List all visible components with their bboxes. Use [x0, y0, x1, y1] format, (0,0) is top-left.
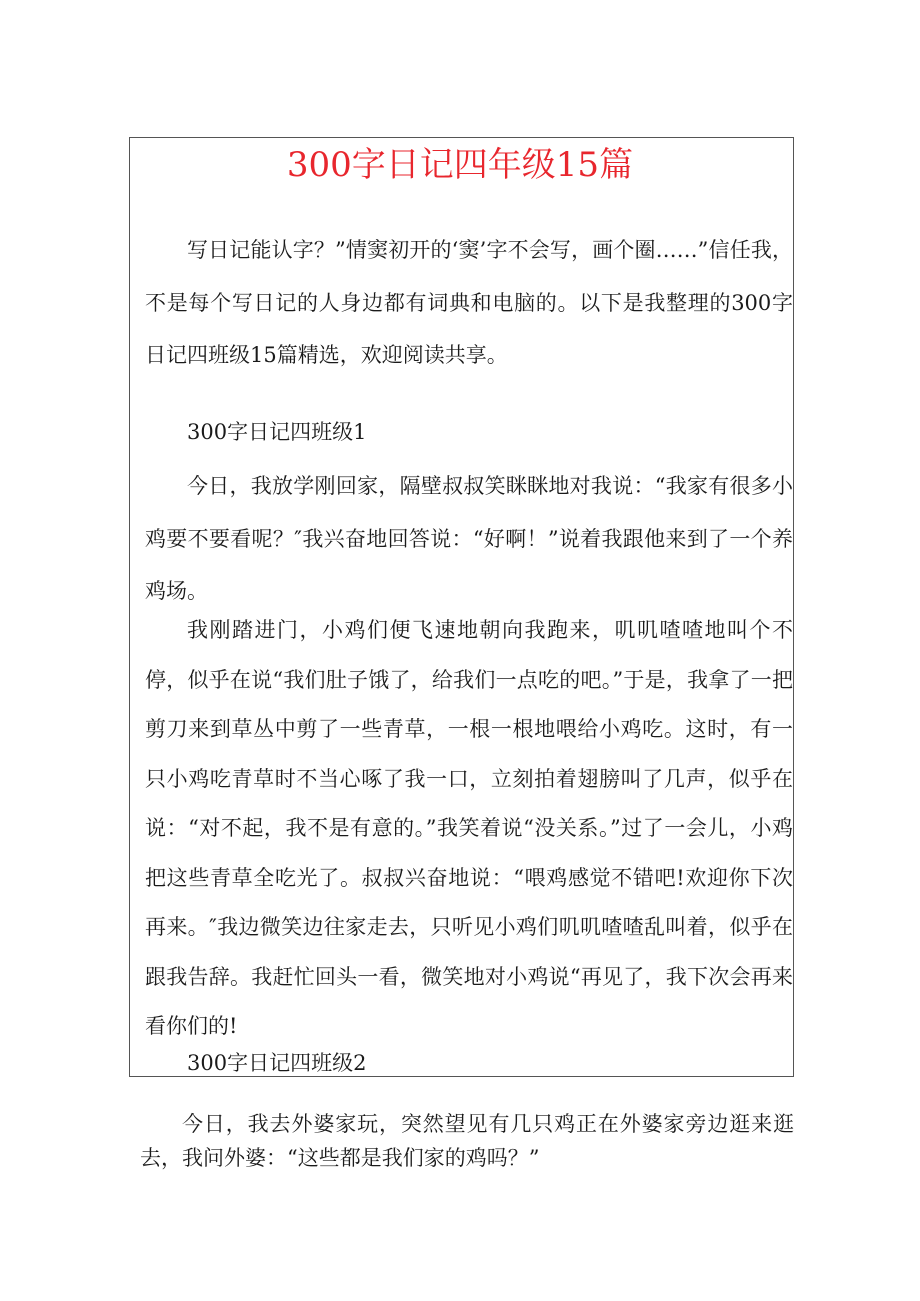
entry-1-heading: 300字日记四班级1: [187, 420, 367, 444]
entry-1-paragraph-2: 我刚踏进门，小鸡们便飞速地朝向我跑来，叽叽喳喳地叫个不停，似乎在说“我们肚子饿了，给我们一点吃的吧。”于是，我拿了一把剪刀来到草丛中剪了一些青草，一根一根地喂给小鸡吃。这时，有一只小鸡吃青草时不当心啄了我一口，立刻拍着翅膀叫了几声，似乎在说：“对不起，我不是有意的。”我笑着说“没关系。”过了一会儿，小鸡把这些青草全吃光了。叔叔兴奋地说：“喂鸡感觉不错吧!欢迎你下次再来。″我边微笑边往家走去，只听见小鸡们叽叽喳喳乱叫着，似乎在跟我告辞。我赶忙回头一看，微笑地对小鸡说“再见了，我下次会再来看你们的!: [145, 618, 793, 1038]
entry-2-paragraph: 今日，我去外婆家玩，突然望见有几只鸡正在外婆家旁边逛来逛去，我问外婆：“这些都是我们家的鸡吗？”: [140, 1112, 794, 1170]
entry-1-paragraph-1: 今日，我放学刚回家，隔壁叔叔笑眯眯地对我说：“我家有很多小鸡要不要看呢？″我兴奋地回答说：“好啊！”说着我跟他来到了一个养鸡场。: [145, 474, 793, 603]
intro-paragraph: 写日记能认字？”情窦初开的‘窦’字不会写，画个圈……”信任我，不是每个写日记的人身边都有词典和电脑的。以下是我整理的300字日记四班级15篇精选，欢迎阅读共享。: [145, 238, 793, 367]
entry-2-heading: 300字日记四班级2: [187, 1051, 367, 1075]
document-title: 300字日记四年级15篇: [286, 145, 634, 185]
